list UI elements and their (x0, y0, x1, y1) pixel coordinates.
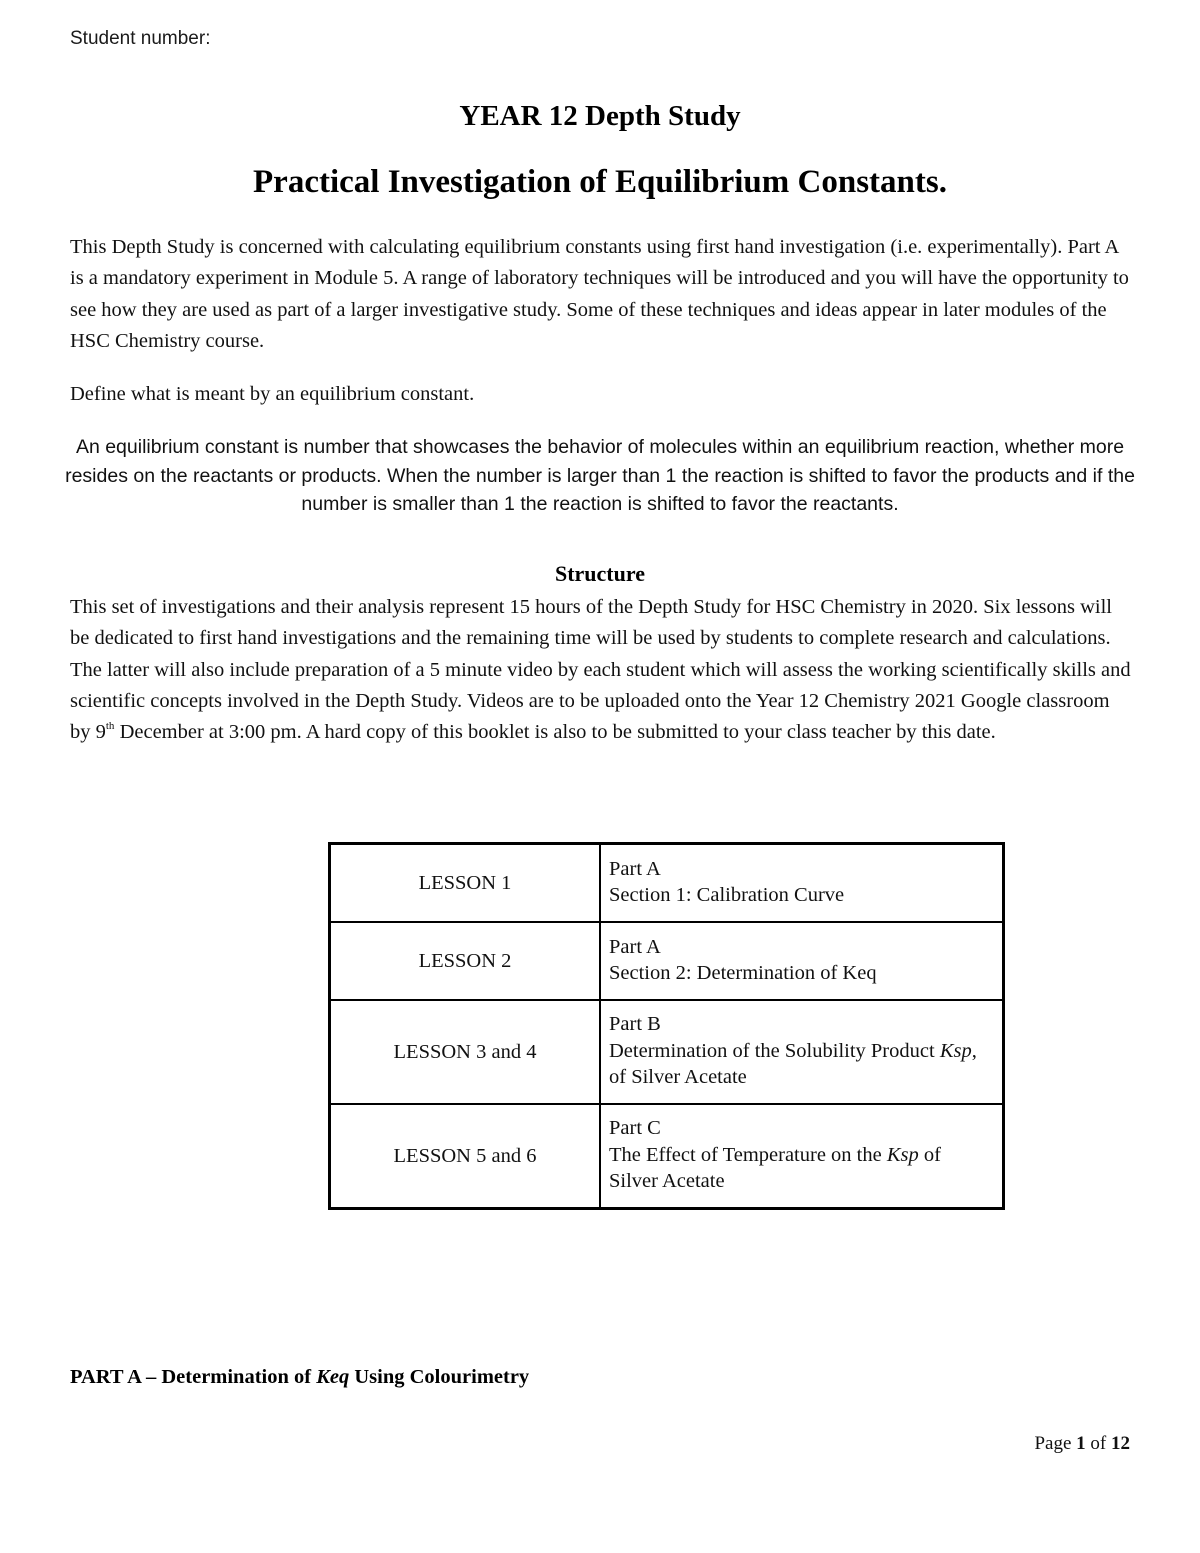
description-text: Section 2: Determination of Keq (609, 962, 877, 984)
description-text: Determination of the Solubility Product (609, 1039, 940, 1062)
total-pages: 12 (1111, 1433, 1130, 1454)
description-cell (600, 844, 1004, 923)
structure-heading: Structure (554, 561, 646, 586)
lessons-table (328, 842, 1005, 1210)
table-row (330, 1104, 1004, 1209)
structure-paragraph (70, 592, 1135, 748)
structure-text-after: December at 3:00 pm. A hard copy of this booklet is also to be submitted to your class teacher by this date. (114, 721, 996, 744)
page-label: Page (1034, 1433, 1077, 1454)
question-prompt: Define what is meant by an equilibrium constant. (70, 383, 475, 405)
lesson-cell: LESSON 2 (330, 922, 601, 1000)
student-number-label: Student number: (70, 28, 211, 49)
description-cell (600, 1104, 1004, 1209)
description-italic: Ksp (939, 1039, 972, 1062)
intro-paragraph: This Depth Study is concerned with calculating equilibrium constants using first hand investigation (i.e. experimentally). Part A is a mandatory experiment in Module 5. A range of laboratory techniques will be introduced and you will have the opportunity to see how they are used as part of a larger investigative study. Some of these techniques and ideas appear in later modules of the HSC Chemistry course. (70, 236, 1129, 352)
lesson-cell: LESSON 3 and 4 (330, 1000, 601, 1104)
description-cell (600, 922, 1004, 1000)
description-cell (600, 1000, 1004, 1104)
lesson-cell: LESSON 1 (330, 844, 601, 923)
current-page: 1 (1076, 1433, 1086, 1454)
description-text-post: of Silver Acetate (609, 1143, 941, 1193)
document-subtitle: YEAR 12 Depth Study (459, 100, 741, 132)
table-row (330, 844, 1004, 923)
table-row (330, 922, 1004, 1000)
structure-text-before: This set of investigations and their analysis represent 15 hours of the Depth Study for HSC Chemistry in 2020. Six lessons will be dedicated to first hand investigations and the remaining time will be used by students to complete research and calculations. The latter will also include preparation of a 5 minute video by each student which will assess the working scientifically skills and scientific concepts involved in the Depth Study. Videos are to be uploaded onto the Year 12 Chemistry 2021 Google classroom by 9 (70, 596, 1131, 744)
answer-text: An equilibrium constant is number that showcases the behavior of molecules within an equilibrium reaction, whether more resides on the reactants or products. When the number is larger than 1 the reaction is shifted to favor the products and if the number is smaller than 1 the reaction is shifted to favor the reactants. (65, 436, 1135, 516)
description-text: Section 1: Calibration Curve (609, 884, 845, 906)
description-text-post: , of Silver Acetate (609, 1039, 977, 1089)
description-text: The Effect of Temperature on the (609, 1143, 887, 1166)
heading-text-post: Using Colourimetry (349, 1366, 530, 1388)
description-italic: Ksp (886, 1143, 919, 1166)
part-label: Part A (609, 935, 661, 958)
heading-text: PART A – Determination of (70, 1366, 317, 1388)
table-row (330, 1000, 1004, 1104)
part-description (609, 1038, 994, 1091)
part-description (609, 960, 994, 987)
part-description (609, 1142, 994, 1195)
page-of: of (1085, 1433, 1111, 1454)
part-label: Part B (609, 1013, 661, 1036)
part-label: Part A (609, 857, 661, 880)
part-description (609, 882, 994, 909)
heading-italic: Keq (316, 1366, 350, 1388)
lesson-cell: LESSON 5 and 6 (330, 1104, 601, 1209)
part-label: Part C (609, 1117, 661, 1140)
ordinal-suffix: th (105, 720, 115, 733)
document-title: Practical Investigation of Equilibrium Constants. (253, 164, 947, 200)
page-number (1034, 1433, 1130, 1455)
part-a-heading (70, 1366, 529, 1389)
